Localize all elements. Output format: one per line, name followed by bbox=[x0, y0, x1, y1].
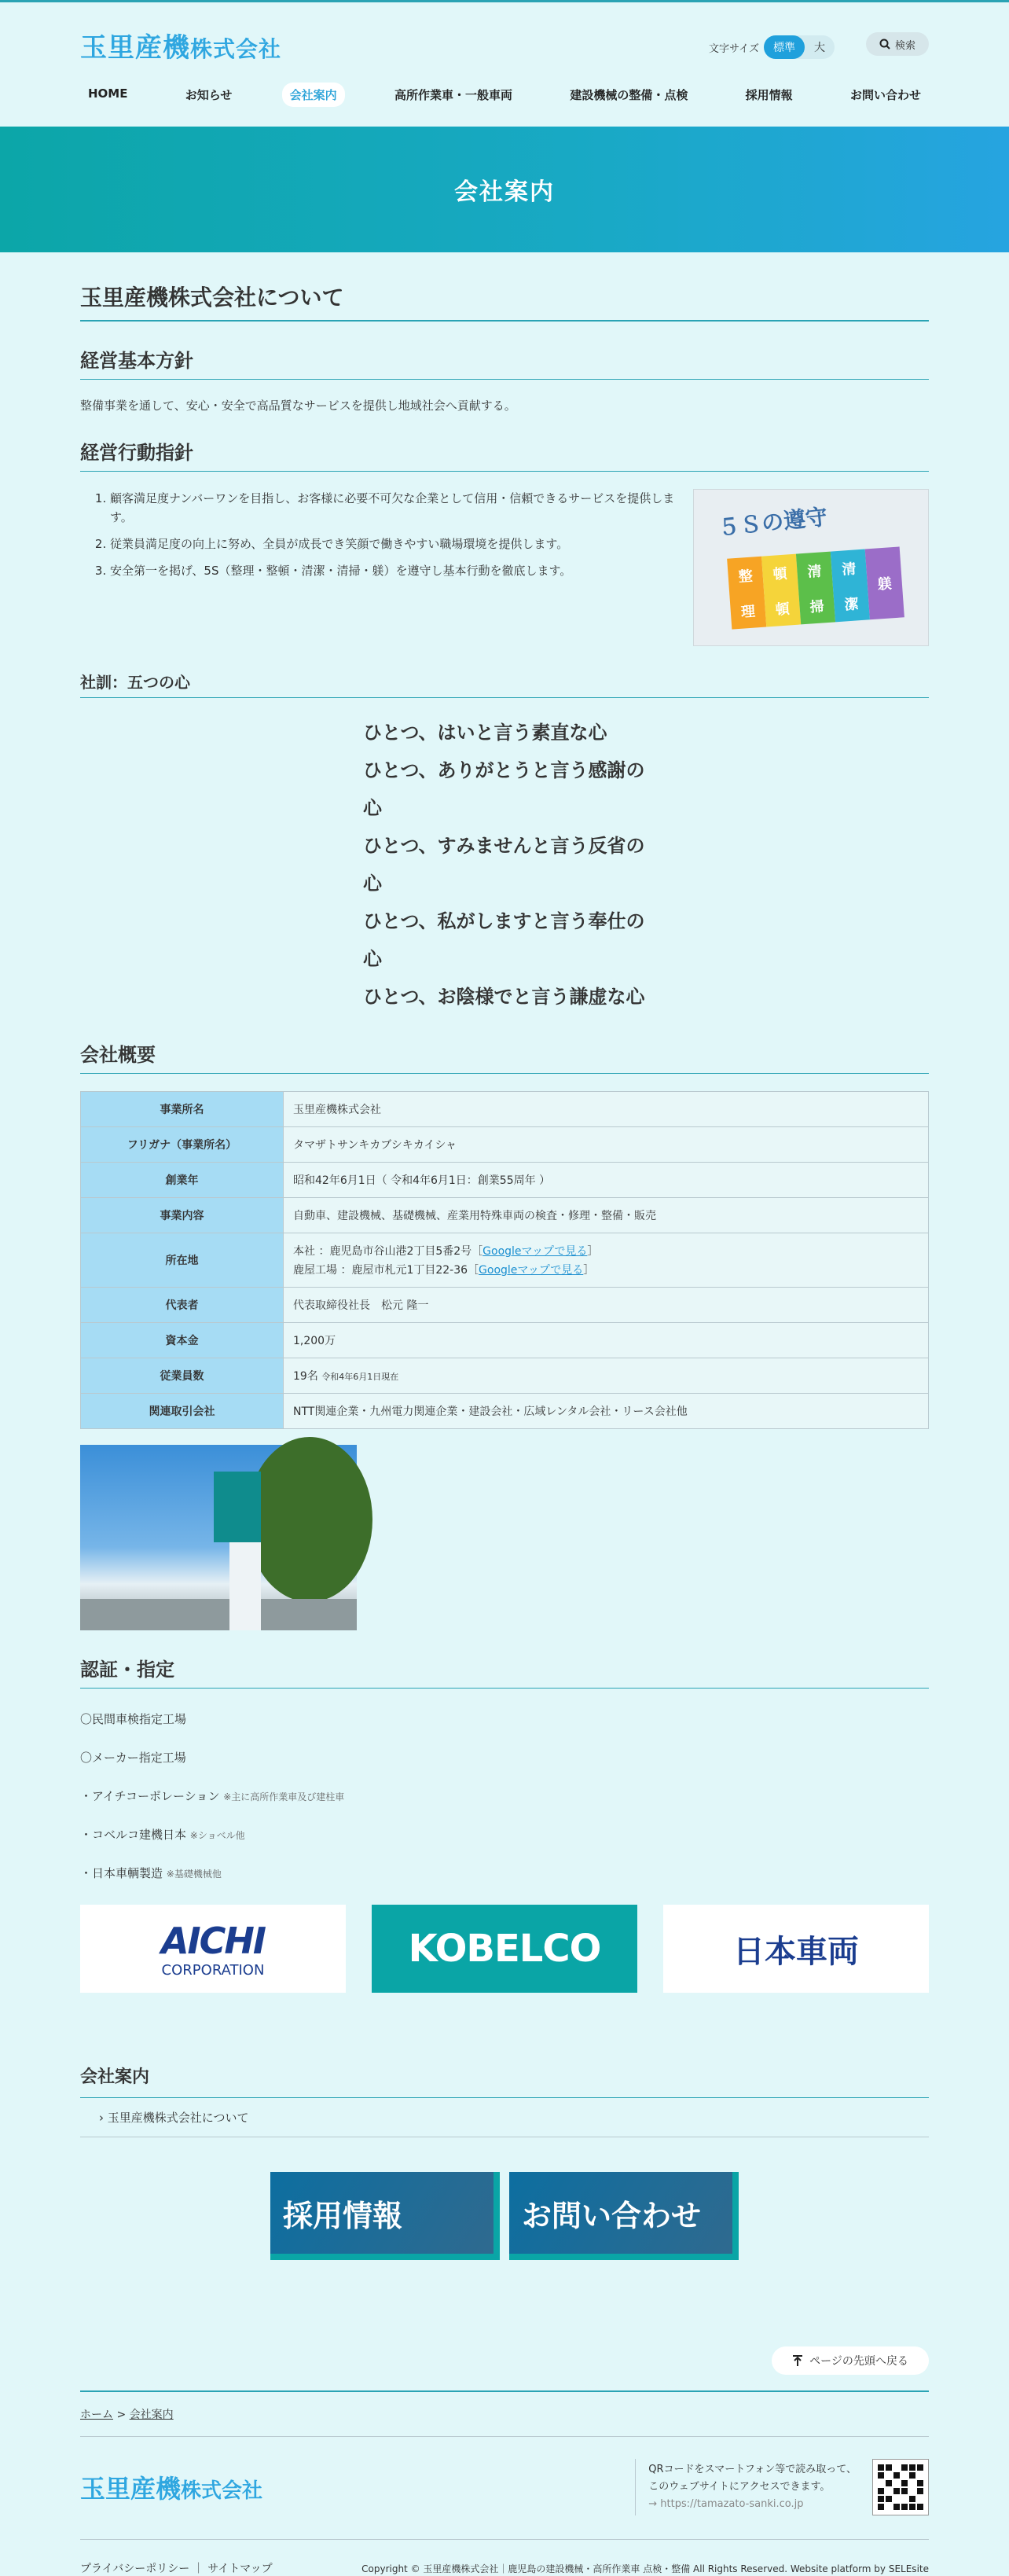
table-row bbox=[81, 1092, 929, 1127]
qr-block: QRコードをスマートフォン等で読み取って、 このウェブサイトにアクセスできます。 → https://tamazato-sanki.co.jp bbox=[635, 2459, 929, 2515]
list-item: 〇民間車検指定工場 bbox=[80, 1712, 187, 1726]
5s-char: 理 bbox=[740, 602, 756, 621]
company-overview-table bbox=[80, 1091, 929, 1429]
font-size-label: 文字サイズ bbox=[709, 42, 759, 55]
list-item: 3. 安全第一を掲げ、5S（整理・整頓・清潔・清掃・躾）を遵守し基本行動を徹底します。 bbox=[110, 561, 677, 580]
privacy-link[interactable]: プライバシーポリシー bbox=[80, 2563, 190, 2575]
address-kanoya: 鹿屋工場 ：鹿屋市札元1丁目22-36［ bbox=[293, 1264, 479, 1277]
cta-banners bbox=[80, 2172, 929, 2260]
nav-vehicles[interactable]: 高所作業車・一般車両 bbox=[394, 88, 513, 102]
nippon-sharyo-logo: 日本車両 bbox=[663, 1905, 929, 1993]
row-value: 玉里産機株式会社 bbox=[284, 1092, 929, 1127]
list-item: ・アイチコーポレーション ※主に高所作業車及び建柱車 bbox=[80, 1789, 345, 1803]
employee-count: 19名 bbox=[293, 1370, 318, 1383]
footer-bottom: プライバシーポリシー ｜ サイトマップ Copyright © 玉里産機株式会社｜鹿児島の建設機械・高所作業車 点検・整備 All Rights Reserved. Website platform by SELEsite bbox=[80, 2539, 929, 2576]
list-item: ・日本車輌製造 ※基礎機械他 bbox=[80, 1866, 222, 1880]
nav-contact[interactable]: お問い合わせ bbox=[849, 88, 921, 102]
hero-banner bbox=[0, 127, 1009, 252]
row-value: 1,200万 bbox=[284, 1323, 929, 1358]
kun-line: ひとつ、はいと言う素直な心 bbox=[363, 722, 607, 744]
row-value bbox=[284, 1358, 929, 1394]
employee-note: 令和4年6月1日現在 bbox=[321, 1372, 399, 1382]
local-nav-item[interactable]: › 玉里産機株式会社について bbox=[80, 2098, 929, 2137]
nav-recruit[interactable]: 採用情報 bbox=[745, 88, 793, 102]
kobelco-logo: KOBELCO bbox=[372, 1905, 637, 1993]
logo-sub: 株式会社 bbox=[190, 36, 282, 62]
global-nav bbox=[80, 83, 929, 107]
map-link-honsha[interactable]: Googleマップで見る bbox=[482, 1245, 588, 1258]
nav-home[interactable]: HOME bbox=[88, 86, 128, 101]
row-label: フリガナ（事業所名） bbox=[81, 1127, 284, 1163]
5s-char: 清 bbox=[806, 562, 823, 581]
breadcrumb: ホーム > 会社案内 bbox=[80, 2392, 929, 2437]
5s-char: 頓 bbox=[775, 600, 791, 619]
footer-logo[interactable]: 玉里産機株式会社 bbox=[80, 2474, 263, 2504]
row-value bbox=[284, 1233, 929, 1288]
5s-char: 整 bbox=[738, 568, 754, 586]
row-value: タマザトサンキカブシキカイシャ bbox=[284, 1127, 929, 1163]
row-value: 昭和42年6月1日（ 令和4年6月1日：創業55周年 ） bbox=[284, 1163, 929, 1198]
kun-list bbox=[363, 714, 646, 1016]
cert-list bbox=[80, 1711, 929, 1881]
action-list bbox=[80, 489, 677, 646]
5s-char: 掃 bbox=[809, 597, 825, 616]
kun-heading: 社訓：五つの心 bbox=[80, 670, 929, 698]
table-row bbox=[81, 1394, 929, 1429]
table-row bbox=[81, 1163, 929, 1198]
row-label: 事業所名 bbox=[81, 1092, 284, 1127]
row-label: 事業内容 bbox=[81, 1198, 284, 1233]
table-row bbox=[81, 1233, 929, 1288]
row-label: 代表者 bbox=[81, 1288, 284, 1323]
kun-line: ひとつ、すみませんと言う反省の心 bbox=[363, 835, 645, 895]
site-logo[interactable] bbox=[80, 26, 281, 64]
5s-char: 清 bbox=[841, 560, 857, 579]
page-title: 玉里産機株式会社について bbox=[80, 281, 929, 322]
table-row bbox=[81, 1198, 929, 1233]
kun-line: ひとつ、ありがとうと言う感謝の心 bbox=[363, 759, 645, 819]
font-size-switcher bbox=[709, 35, 835, 59]
bracket: ］ bbox=[587, 1245, 599, 1258]
table-row bbox=[81, 1288, 929, 1323]
local-nav bbox=[80, 2063, 929, 2137]
table-row bbox=[81, 1127, 929, 1163]
kun-line: ひとつ、お陰様でと言う謙虚な心 bbox=[363, 986, 645, 1008]
5s-char: 躾 bbox=[877, 575, 893, 593]
nav-company[interactable]: 会社案内 bbox=[282, 83, 345, 107]
hero-title: 会社案内 bbox=[454, 178, 555, 206]
breadcrumb-current[interactable]: 会社案内 bbox=[129, 2409, 174, 2421]
nav-maintenance[interactable]: 建設機械の整備・点検 bbox=[570, 88, 688, 102]
row-value: NTT関連企業・九州電力関連企業・建設会社・広域レンタル会社・リース会社他 bbox=[284, 1394, 929, 1429]
recruit-banner[interactable]: 採用情報 bbox=[270, 2172, 500, 2260]
map-link-kanoya[interactable]: Googleマップで見る bbox=[479, 1264, 584, 1277]
gaiyo-heading: 会社概要 bbox=[80, 1039, 929, 1074]
row-label: 関連取引会社 bbox=[81, 1394, 284, 1429]
search-button[interactable] bbox=[866, 32, 929, 56]
partner-logos bbox=[80, 1905, 929, 1993]
row-label: 資本金 bbox=[81, 1323, 284, 1358]
table-row bbox=[81, 1358, 929, 1394]
sitemap-link[interactable]: サイトマップ bbox=[207, 2563, 273, 2575]
action-heading: 経営行動指針 bbox=[80, 437, 929, 472]
policy-heading: 経営基本方針 bbox=[80, 345, 929, 380]
list-item: 〇メーカー指定工場 bbox=[80, 1751, 186, 1765]
5s-poster-title: ５Ｓの遵守 bbox=[716, 503, 829, 542]
cert-heading: 認証・指定 bbox=[80, 1654, 929, 1689]
bracket: ］ bbox=[583, 1264, 595, 1277]
5s-poster-image bbox=[693, 489, 929, 646]
qr-code bbox=[872, 2459, 929, 2515]
company-sign-photo bbox=[80, 1445, 357, 1630]
address-honsha: 本社 ：鹿児島市谷山港2丁目5番2号［ bbox=[293, 1245, 483, 1258]
table-row bbox=[81, 1323, 929, 1358]
list-item: ・コベルコ建機日本 ※ショベル他 bbox=[80, 1828, 245, 1842]
list-item: 2. 従業員満足度の向上に努め、全員が成長でき笑顔で働きやすい職場環境を提供します。 bbox=[110, 535, 677, 553]
footer bbox=[80, 2459, 929, 2515]
font-size-large-button[interactable]: 大 bbox=[813, 42, 825, 54]
5s-char: 頓 bbox=[772, 565, 788, 583]
search-icon bbox=[879, 39, 890, 50]
row-value: 自動車、建設機械、基礎機械、産業用特殊車両の検査・修理・整備・販売 bbox=[284, 1198, 929, 1233]
row-label: 所在地 bbox=[81, 1233, 284, 1288]
local-nav-heading: 会社案内 bbox=[80, 2063, 929, 2098]
list-item: 1. 顧客満足度ナンバーワンを目指し、お客様に必要不可欠な企業として信用・信頼できるサービスを提供します。 bbox=[110, 489, 677, 527]
row-value: 代表取締役社長 松元 隆一 bbox=[284, 1288, 929, 1323]
search-label: 検索 bbox=[894, 39, 915, 52]
breadcrumb-home[interactable]: ホーム bbox=[80, 2409, 113, 2421]
kun-line: ひとつ、私がしますと言う奉仕の心 bbox=[363, 910, 645, 970]
policy-text: 整備事業を通して、安心・安全で高品質なサービスを提供し地域社会へ貢献する。 bbox=[80, 399, 516, 413]
site-header bbox=[80, 2, 929, 127]
contact-banner[interactable]: お問い合わせ bbox=[509, 2172, 739, 2260]
aichi-logo: AICHI CORPORATION bbox=[80, 1905, 346, 1993]
arrow-up-icon bbox=[792, 2355, 803, 2366]
logo-main: 玉里産機 bbox=[80, 32, 190, 64]
copyright: Copyright © 玉里産機株式会社｜鹿児島の建設機械・高所作業車 点検・整備 All Rights Reserved. Website platform by SELEsite bbox=[361, 2563, 929, 2574]
font-size-standard-button[interactable]: 標準 bbox=[764, 35, 805, 59]
back-to-top-button[interactable]: ページの先頭へ戻る bbox=[772, 2346, 929, 2375]
5s-char: 潔 bbox=[843, 595, 860, 613]
row-label: 従業員数 bbox=[81, 1358, 284, 1394]
nav-news[interactable]: お知らせ bbox=[185, 88, 233, 102]
row-label: 創業年 bbox=[81, 1163, 284, 1198]
